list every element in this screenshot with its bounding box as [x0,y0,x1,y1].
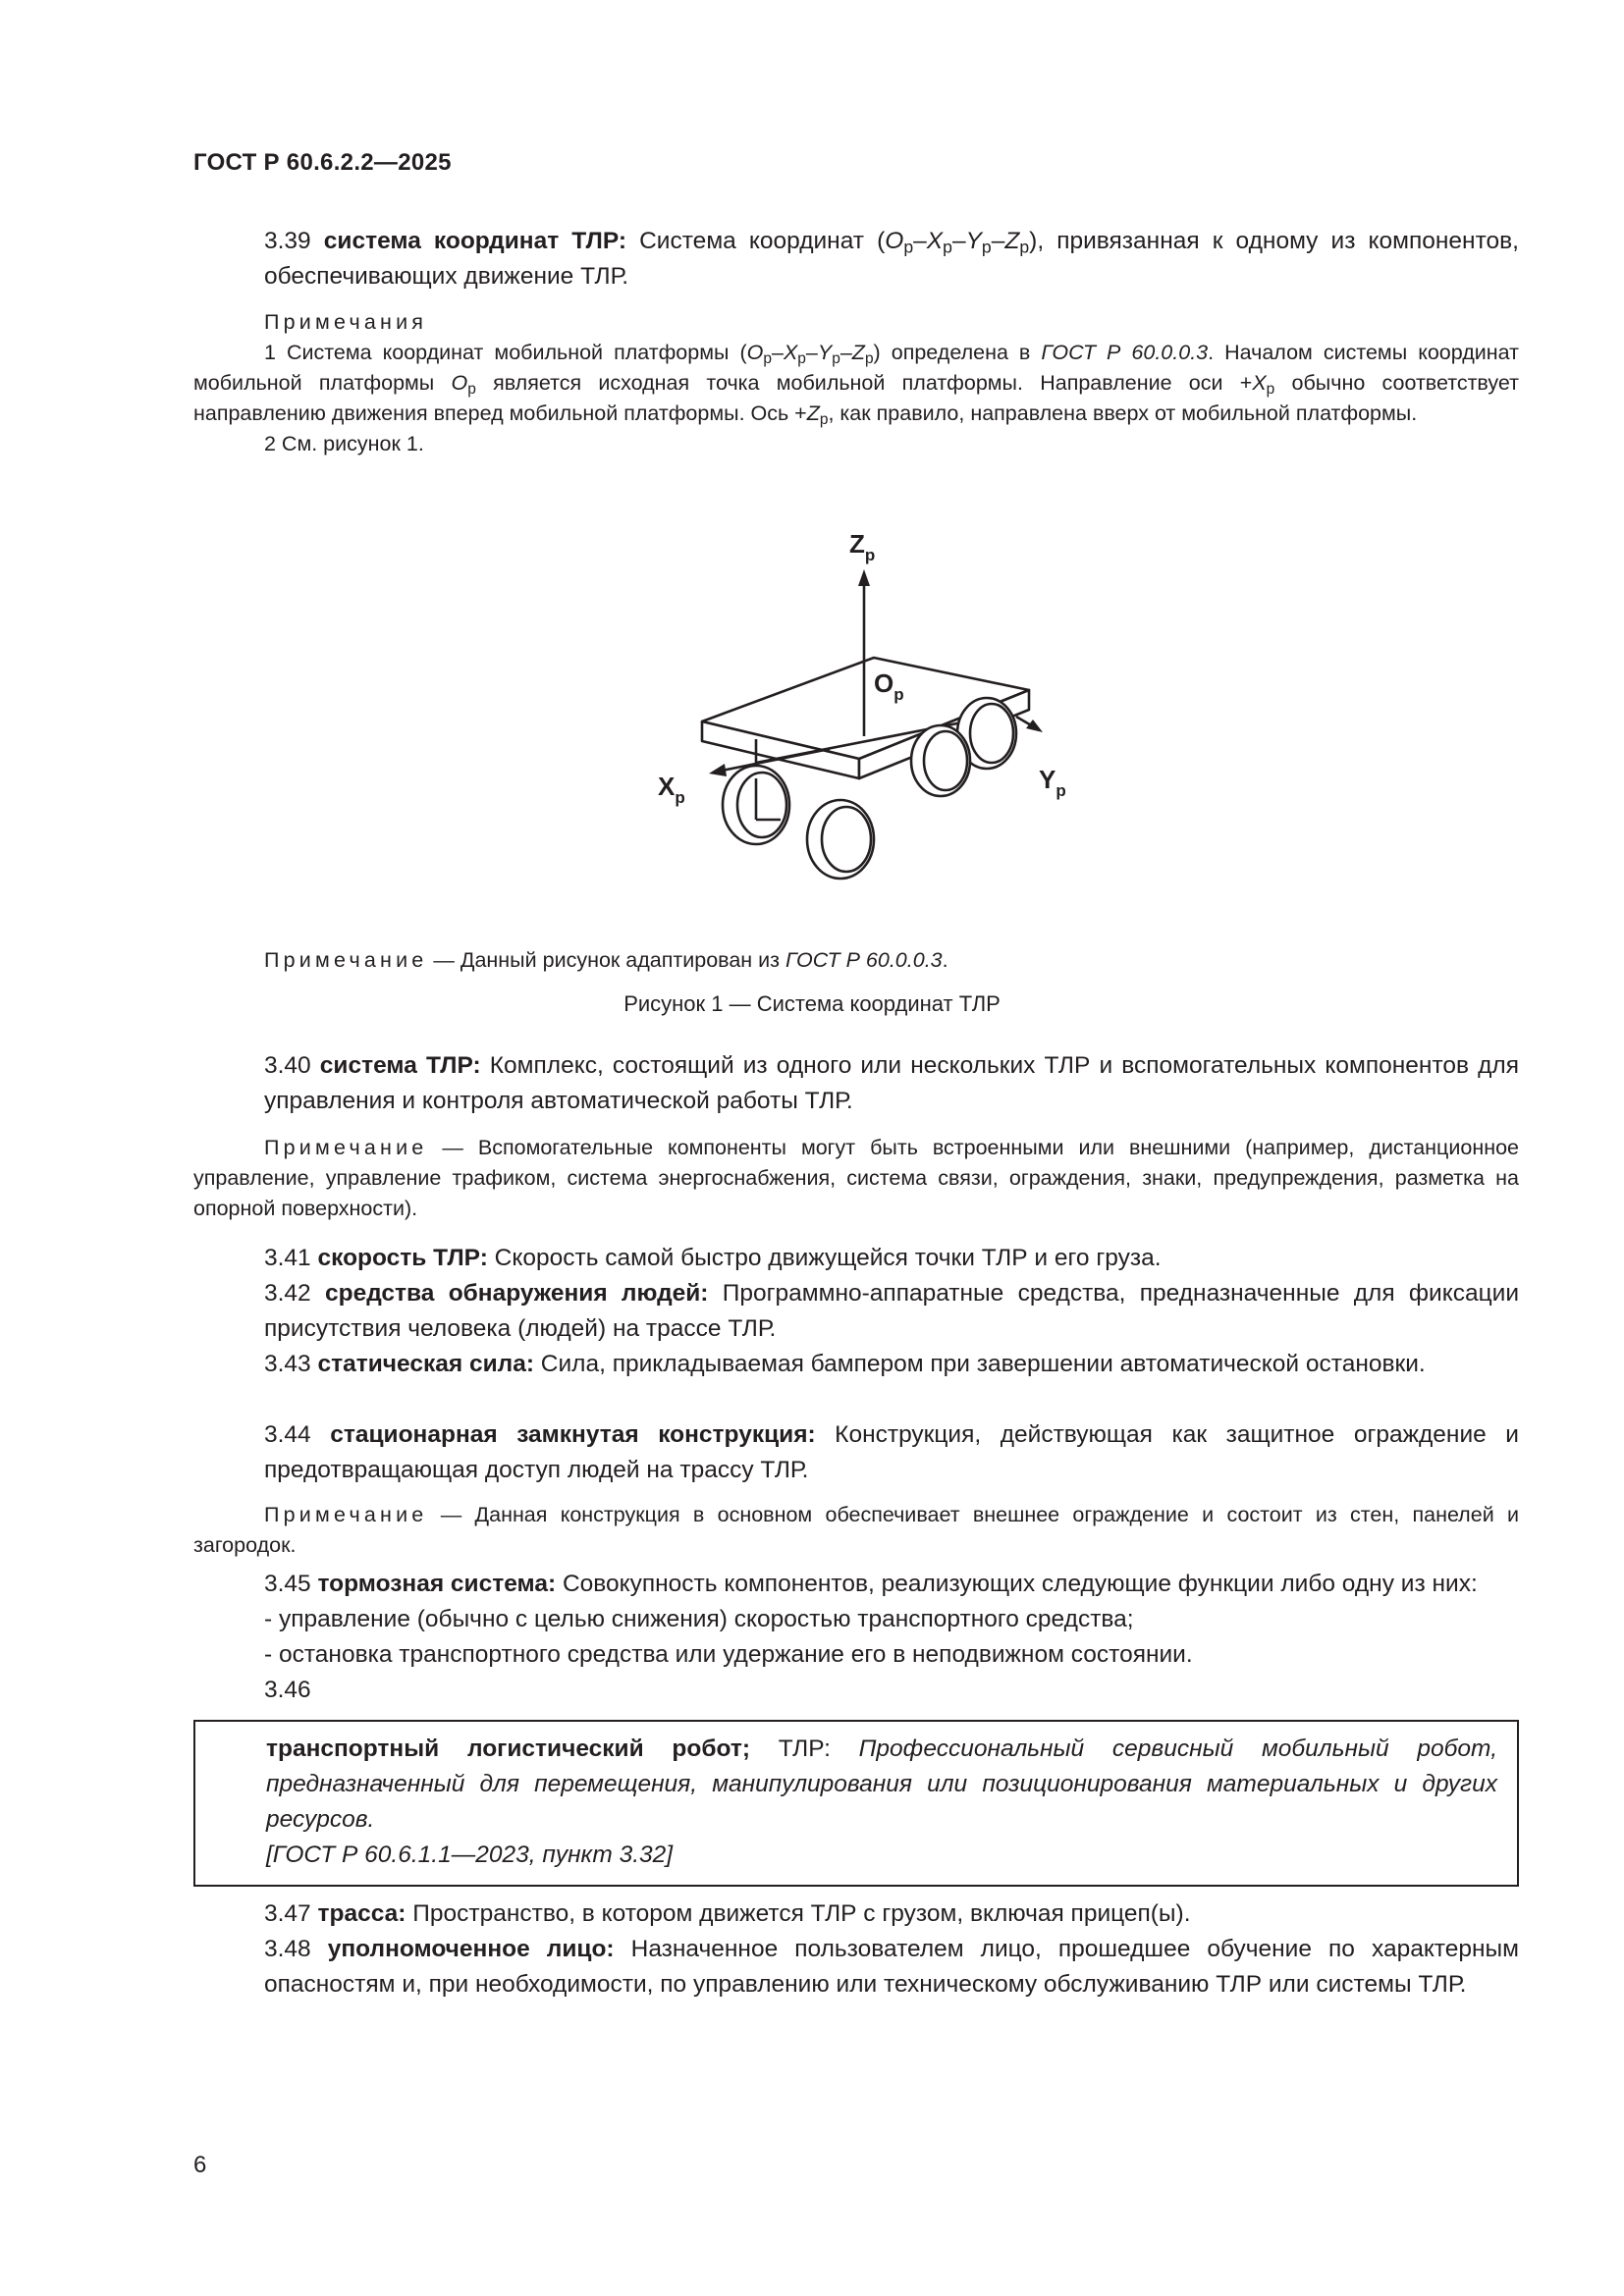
x-axis-label: $X_p$ [658,772,685,807]
clause-3-39: 3.39 система координат ТЛР: Система координат $(O_p-X_p-Y_p-Z_p)$, привязанная к одному из компонентов, обеспечивающих движение ТЛР. [264,228,1519,290]
note-3-40: Примечание — Вспомогательные компоненты могут быть встроенными или внешними (например, дистанционное управление, управление трафиком, система энергоснабжения, система связи, ограждения, знаки, предупреждения, разметка на опорной поверхности). [193,1136,1520,1220]
clause-3-46-box: транспортный логистический робот; ТЛР: Профессиональный сервисный мобильный робот, предназначенный для перемещения, манипулирования или позиционирования материальных и других ресурсов. [ГОСТ Р 60.6.1.1—2023, пункт 3.32] [193,1720,1519,1887]
figure-mobile-platform [628,525,1080,918]
document-header: ГОСТ Р 60.6.2.2—2025 [193,149,452,176]
clause-3-40: 3.40 система ТЛР: Комплекс, состоящий из одного или нескольких ТЛР и вспомогательных компонентов для управления и контроля автоматической работы ТЛР. [264,1052,1519,1114]
term: средства обнаружения людей: [324,1280,709,1307]
term: статическая сила: [317,1351,534,1377]
term: тормозная система: [317,1571,557,1597]
term: транспортный логистический робот; [266,1735,750,1762]
note-3-44: Примечание — Данная конструкция в основном обеспечивает внешнее ограждение и состоит из стен, панелей и загородок. [193,1503,1519,1557]
standard-reference: ГОСТ Р 60.0.0.3 [1041,341,1209,364]
figure-caption: Рисунок 1 — Система координат ТЛР [623,991,1001,1016]
clause-number-3-46: 3.46 [264,1677,311,1703]
z-axis-label: $Z_p$ [849,529,876,564]
clause-3-45: 3.45 тормозная система: Совокупность компонентов, реализующих следующие функции либо одну из них: - управление (обычно с целью снижения) скоростью транспортного средства; - остановка транспортного средства или удержание его в неподвижном состоянии. 3.46 [193,1567,1519,1708]
clause-number: 3.39 [264,228,311,254]
term: стационарная замкнутая конструкция: [330,1421,816,1448]
clause-3-43: 3.43 статическая сила: Сила, прикладываемая бампером при завершении автоматической остановки. [264,1351,1426,1377]
notes-3-39 [193,307,1519,459]
origin-label: $O_p$ [874,668,904,704]
clause-3-41: 3.41 скорость ТЛР: Скорость самой быстро движущейся точки ТЛР и его груза. [264,1245,1162,1271]
term: трасса: [317,1900,406,1927]
term: уполномоченное лицо: [327,1936,615,1962]
notes-heading: Примечания [264,310,428,334]
z-axis-arrow [858,569,870,586]
clause-3-44: 3.44 стационарная замкнутая конструкция: Конструкция, действующая как защитное ограждение и предотвращающая доступ людей на трассу ТЛР. [264,1421,1519,1483]
y-axis-label: $Y_p$ [1039,765,1066,800]
term: система координат ТЛР: [323,228,627,254]
page-number: 6 [193,2152,207,2178]
source-reference: [ГОСТ Р 60.6.1.1—2023, пункт 3.32] [266,1842,674,1868]
list-item: - остановка транспортного средства или удержание его в неподвижном состоянии. [264,1641,1193,1668]
figure-note: Примечание — Данный рисунок адаптирован из ГОСТ Р 60.0.0.3. [264,948,948,972]
wheel-rear-left [911,725,970,796]
note-1: 1 Система координат мобильной платформы $(O_p-X_p-Y_p-Z_p)$ определена в ГОСТ Р 60.0.0.3. Началом системы координат мобильной платформы $O_p$ является исходная точка мобильной платформы. Направление оси $+X_p$ обычно соответствует направлению движения вперед мобильной платформы. Ось $+Z_p$, как правило, направлена вверх от мобильной платформы. [193,341,1519,428]
note-2: 2 См. рисунок 1. [264,432,424,455]
wheel-front-right [807,800,874,879]
clause-3-42: 3.42 средства обнаружения людей: Программно-аппаратные средства, предназначенные для фиксации присутствия человека (людей) на трассе ТЛР. [264,1280,1520,1342]
clause-3-48: 3.48 уполномоченное лицо: Назначенное пользователем лицо, прошедшее обучение по характерным опасностям и, при необходимости, по управлению или техническому обслуживанию ТЛР или системы ТЛР. [264,1936,1519,1998]
clause-3-47: 3.47 трасса: Пространство, в котором движется ТЛР с грузом, включая прицеп(ы). [264,1900,1191,1927]
term: скорость ТЛР: [317,1245,488,1271]
list-item: - управление (обычно с целью снижения) скоростью транспортного средства; [264,1606,1134,1632]
term: система ТЛР: [319,1052,481,1079]
y-axis-arrow [1026,720,1043,732]
x-axis-arrow [709,764,727,776]
